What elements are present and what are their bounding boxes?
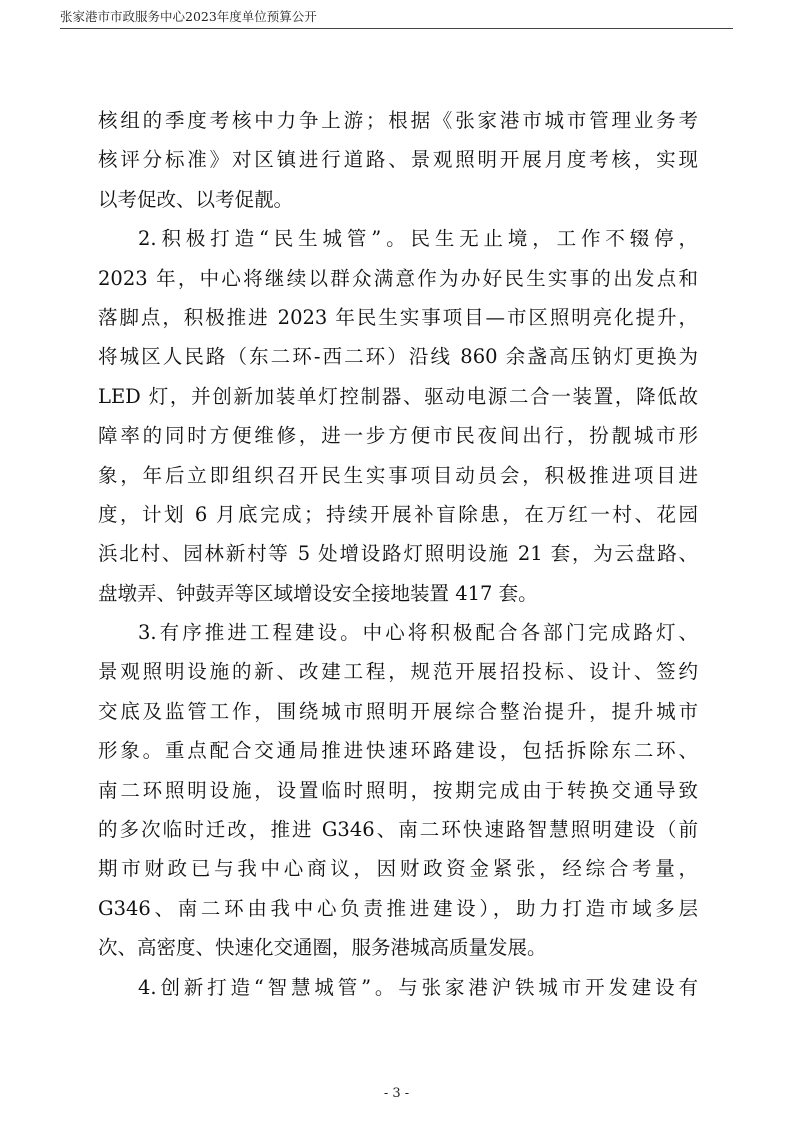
text-line: 以考促改、以考促靓。 (98, 187, 294, 211)
text-line: 景观照明设施的新、改建工程，规范开展招投标、设计、签约 (98, 660, 698, 684)
text-line: 度，计划 6 月底完成；持续开展补盲除患，在万红一村、花园 (98, 502, 698, 526)
text-line: G346、南二环由我中心负责推进建设），助力打造市域多层 (98, 896, 698, 920)
text-line: 期市财政已与我中心商议，因财政资金紧张，经综合考量， (98, 857, 698, 881)
text-line: 障率的同时方便维修，进一步方便市民夜间出行，扮靓城市形 (98, 424, 698, 448)
page-header-title: 张家港市市政服务中心2023年度单位预算公开 (60, 9, 317, 24)
text-line: 将城区人民路（东二环-西二环）沿线 860 余盏高压钠灯更换为 (98, 345, 698, 369)
text-line: 4.创新打造“智慧城管”。与张家港沪铁城市开发建设有 (138, 975, 698, 999)
page-number: - 3 - (383, 1086, 410, 1101)
text-line: 盘墩弄、钟鼓弄等区域增设安全接地装置 417 套。 (98, 581, 538, 605)
text-line: 形象。重点配合交通局推进快速环路建设，包括拆除东二环、 (98, 739, 698, 763)
text-line: 次、高密度、快速化交通圈，服务港城高质量发展。 (98, 936, 547, 960)
text-line: 浜北村、园林新村等 5 处增设路灯照明设施 21 套，为云盘路、 (98, 542, 698, 566)
text-line: 2.积极打造“民生城管”。民生无止境，工作不辍停， (138, 227, 698, 251)
text-line: 交底及监管工作，围绕城市照明开展综合整治提升，提升城市 (98, 699, 698, 723)
text-line: 的多次临时迁改，推进 G346、南二环快速路智慧照明建设（前 (98, 818, 698, 842)
text-line: 核组的季度考核中力争上游；根据《张家港市城市管理业务考 (98, 109, 698, 132)
text-line: LED 灯，并创新加装单灯控制器、驱动电源二合一装置，降低故 (98, 384, 698, 408)
text-line: 3.有序推进工程建设。中心将积极配合各部门完成路灯、 (138, 621, 698, 645)
text-line: 南二环照明设施，设置临时照明，按期完成由于转换交通导致 (98, 778, 698, 802)
document-body (98, 101, 698, 1007)
text-line: 2023 年，中心将继续以群众满意作为办好民生实事的出发点和 (98, 266, 698, 290)
header-divider (60, 28, 733, 29)
text-line: 象，年后立即组织召开民生实事项目动员会，积极推进项目进 (98, 463, 698, 487)
text-line: 落脚点，积极推进 2023 年民生实事项目—市区照明亮化提升， (98, 305, 698, 329)
text-line: 核评分标准》对区镇进行道路、景观照明开展月度考核，实现 (98, 148, 698, 172)
